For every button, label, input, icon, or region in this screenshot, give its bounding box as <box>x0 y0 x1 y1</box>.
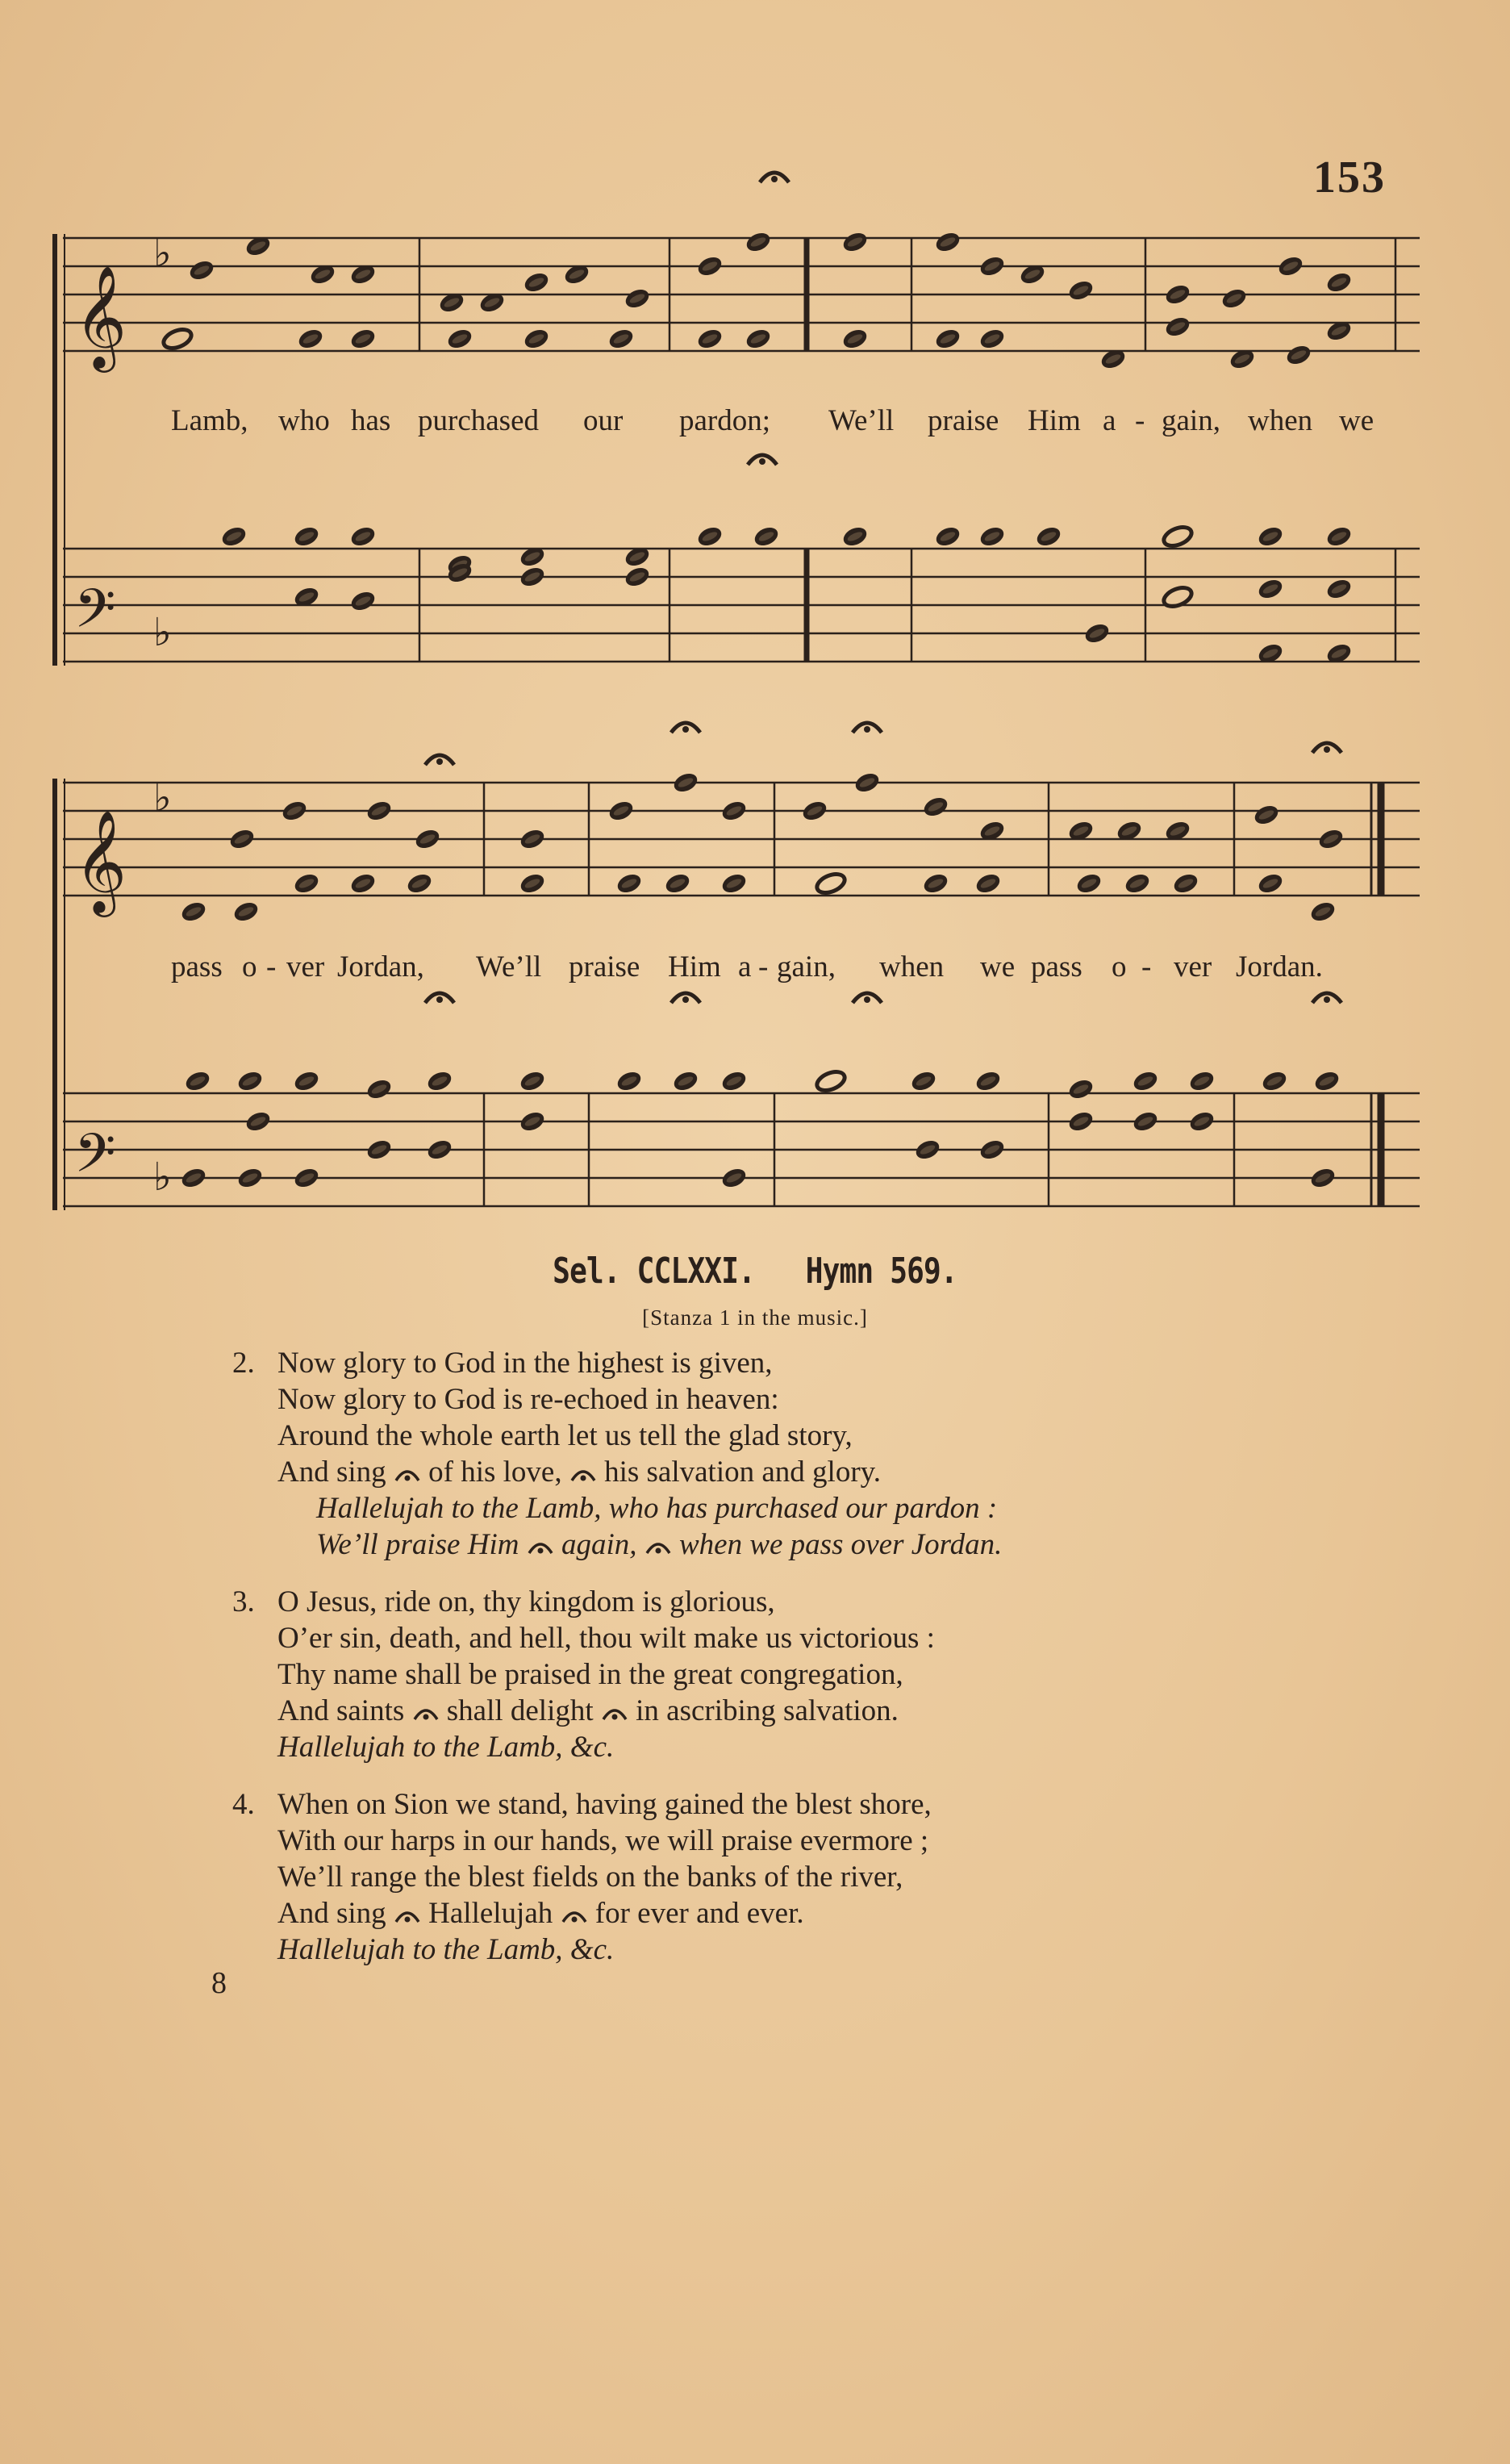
stanza-line: And sing of his love, his salvation and glory. <box>277 1455 881 1489</box>
lyric-word: Jordan. <box>1236 950 1323 984</box>
stanza-line: And sing Hallelujah for ever and ever. <box>277 1897 804 1930</box>
stanza-line: With our harps in our hands, we will praise evermore ; <box>277 1824 929 1857</box>
stanzas-block <box>232 1345 1362 1989</box>
stanza-line: O’er sin, death, and hell, thou wilt make us victorious : <box>277 1622 935 1655</box>
stanza-line: 2. Now glory to God in the highest is given, <box>232 1347 773 1380</box>
system-1-lyrics <box>171 404 1374 437</box>
svg-text:♭: ♭ <box>153 777 172 820</box>
stanza-number: 3. <box>232 1585 255 1618</box>
lyric-word: praise <box>928 404 999 437</box>
lyric-word: our <box>583 404 624 437</box>
lyric-word: - <box>266 950 277 984</box>
lyric-word: has <box>351 404 391 437</box>
lyric-word: o <box>1112 950 1127 984</box>
lyric-word: - <box>1141 950 1152 984</box>
refrain-line: We’ll praise Him again, when we pass over Jordan. <box>316 1528 1003 1561</box>
lyric-word: o <box>242 950 257 984</box>
svg-text:𝄞: 𝄞 <box>74 809 127 913</box>
refrain-line: Hallelujah to the Lamb, &c. <box>277 1933 615 1966</box>
svg-text:♭: ♭ <box>153 612 172 654</box>
lyric-word: a <box>1103 404 1116 437</box>
stanza-line: Around the whole earth let us tell the glad story, <box>277 1419 853 1452</box>
fermata-icon <box>394 1466 421 1484</box>
stanza-4 <box>232 1786 1362 1968</box>
lyric-word: We’ll <box>476 950 542 984</box>
stanza-line: 4. When on Sion we stand, having gained the blest shore, <box>232 1788 932 1821</box>
fermata-icon <box>569 1466 597 1484</box>
svg-text:𝄢: 𝄢 <box>74 1122 116 1197</box>
fermata-icon <box>394 1907 421 1925</box>
lyric-word: a <box>738 950 752 984</box>
lyric-word: ver <box>1174 950 1212 984</box>
system-2 <box>55 777 1420 1210</box>
stanza-number: 4. <box>232 1788 255 1821</box>
lyric-word: when <box>879 950 945 984</box>
lyric-word: pass <box>171 950 223 984</box>
hymn-heading: Sel. CCLXXI. Hymn 569. <box>553 1251 957 1292</box>
lyric-word: Lamb, <box>171 404 248 437</box>
lyric-word: purchased <box>418 404 539 437</box>
lyric-word: pardon; <box>679 404 771 437</box>
lyric-word: We’ll <box>828 404 895 437</box>
stanza-3 <box>232 1584 1362 1765</box>
gathering-mark: 8 <box>211 1966 227 2000</box>
lyric-word: we <box>1339 404 1374 437</box>
lyric-word: Him <box>668 950 721 984</box>
svg-text:♭: ♭ <box>153 232 172 275</box>
lyric-word: Jordan, <box>337 950 424 984</box>
fermata-icon <box>527 1539 554 1556</box>
lyric-word: gain, <box>1162 404 1220 437</box>
stanza-2 <box>232 1345 1362 1563</box>
stanza-number: 2. <box>232 1347 255 1380</box>
lyric-word: - <box>758 950 769 984</box>
svg-text:♭: ♭ <box>153 1156 172 1199</box>
lyric-word: gain, <box>777 950 836 984</box>
refrain-line: Hallelujah to the Lamb, who has purchased our pardon : <box>316 1492 998 1525</box>
svg-text:𝄢: 𝄢 <box>74 578 116 653</box>
lyric-word: when <box>1248 404 1313 437</box>
lyric-word: praise <box>569 950 640 984</box>
stanza-line: 3. O Jesus, ride on, thy kingdom is glorious, <box>232 1585 775 1618</box>
lyric-word: we <box>980 950 1016 984</box>
stanza-line: Thy name shall be praised in the great congregation, <box>277 1658 903 1691</box>
lyric-word: pass <box>1031 950 1082 984</box>
refrain-line: Hallelujah to the Lamb, &c. <box>277 1731 615 1764</box>
stanza-note: [Stanza 1 in the music.] <box>642 1305 868 1330</box>
lyric-word: who <box>278 404 330 437</box>
stanza-line: Now glory to God is re-echoed in heaven: <box>277 1383 779 1416</box>
lyric-word: Him <box>1028 404 1081 437</box>
page-number: 153 <box>1313 152 1386 203</box>
lyric-word: ver <box>286 950 325 984</box>
fermata-icon <box>601 1705 628 1723</box>
stanza-line: We’ll range the blest fields on the banks of the river, <box>277 1861 903 1894</box>
lyric-word: - <box>1135 404 1145 437</box>
fermata-icon <box>561 1907 588 1925</box>
fermata-icon <box>644 1539 672 1556</box>
svg-text:𝄞: 𝄞 <box>74 265 127 368</box>
fermata-icon <box>412 1705 440 1723</box>
stanza-line: And saints shall delight in ascribing salvation. <box>277 1694 899 1727</box>
system-1 <box>55 232 1420 666</box>
system-2-lyrics <box>171 950 1323 984</box>
